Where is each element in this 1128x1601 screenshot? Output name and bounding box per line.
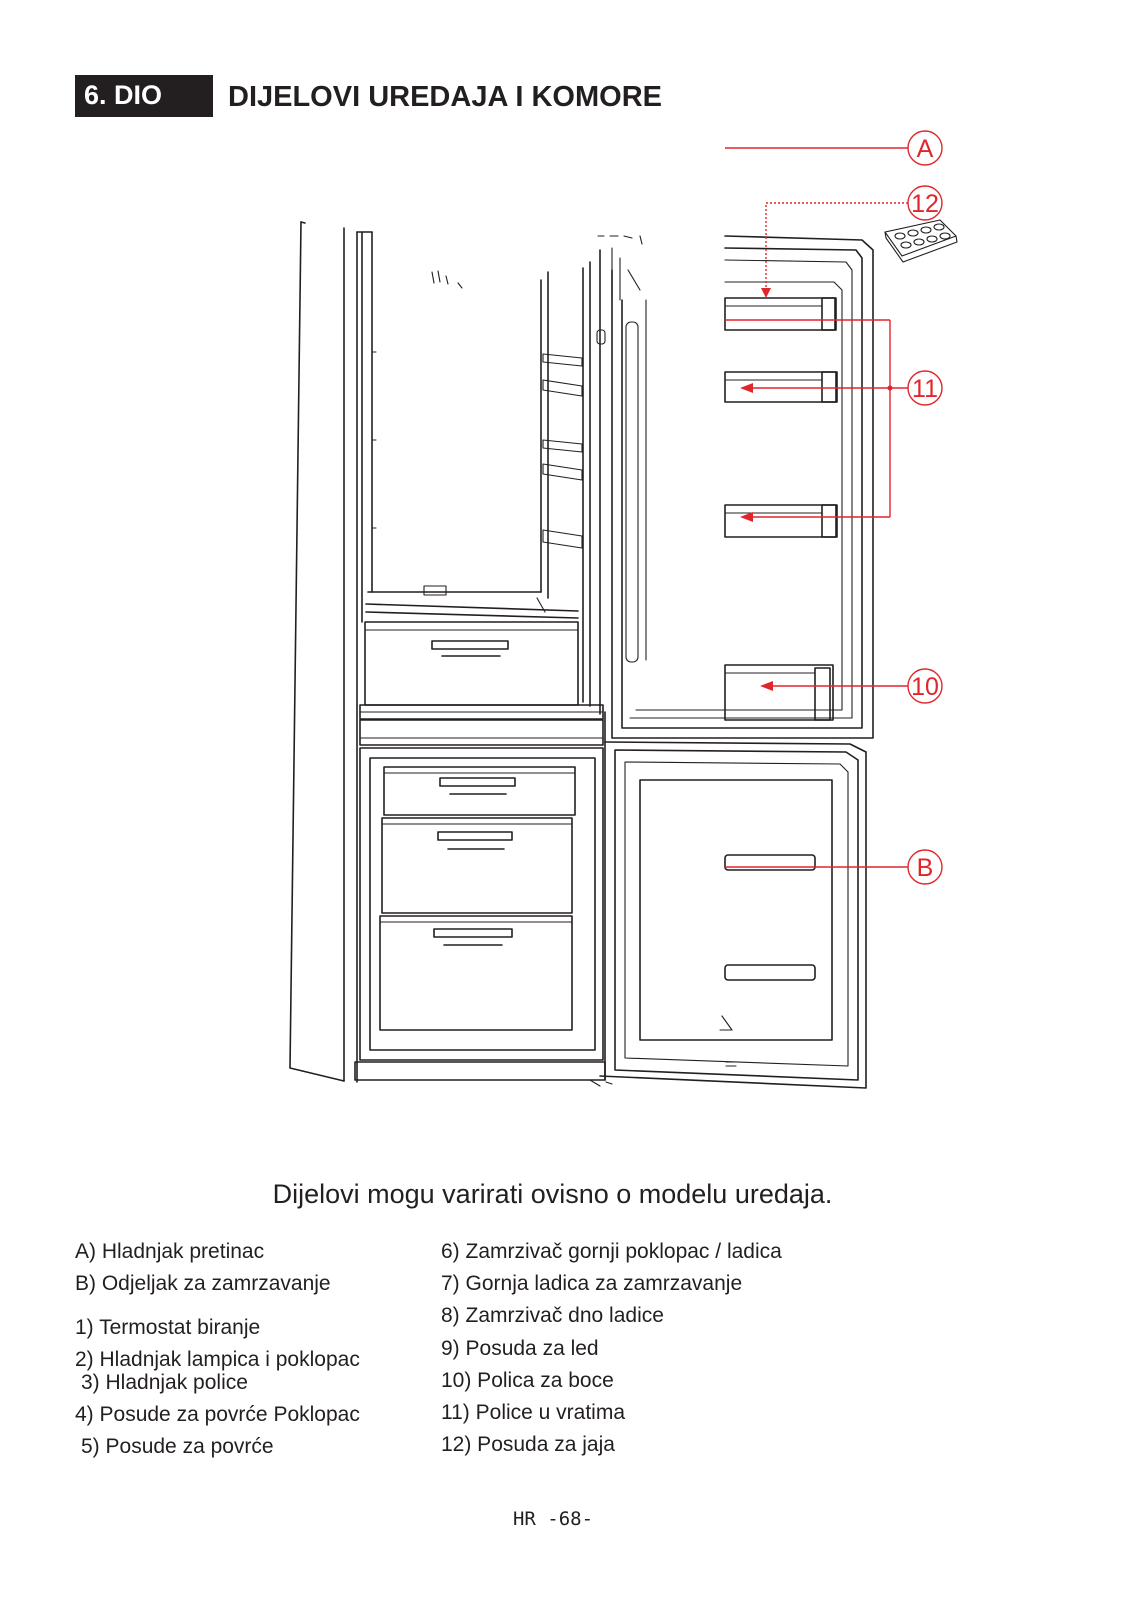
callout-11-leader (725, 320, 908, 517)
legend-item-8: 8) Zamrzivač dno ladice (441, 1304, 664, 1327)
legend-item-11: 11) Police u vratima (441, 1401, 626, 1424)
legend-item-3: 3) Hladnjak police (81, 1371, 248, 1394)
shelf-supports (543, 354, 582, 548)
bottle-shelf (725, 665, 833, 720)
legend-item-7: 7) Gornja ladica za zamrzavanje (441, 1272, 743, 1295)
legend-item-5: 5) Posude za povrće (81, 1435, 274, 1458)
freezer-drawer-top-handle (440, 778, 515, 794)
legend-item-10: 10) Polica za boce (441, 1369, 614, 1392)
freezer-drawer-middle-handle (438, 832, 512, 849)
legend-item-6: 6) Zamrzivač gornji poklopac / ladica (441, 1240, 782, 1263)
freezer-door-shelf-lower (725, 965, 815, 980)
fridge-cabinet (357, 232, 605, 1082)
section-badge (75, 75, 213, 117)
callout-11-junction (888, 386, 893, 391)
callout-10-arrow (760, 681, 773, 691)
egg-tray (885, 220, 957, 262)
section-number: 6. DIO (84, 80, 163, 110)
door-bin-top (725, 298, 836, 330)
fridge-diagram (260, 130, 960, 1110)
callout-11 (725, 320, 942, 522)
door-bin-lower (725, 505, 837, 537)
legend-item-4: 4) Posude za povrće Poklopac (75, 1403, 360, 1426)
callout-12-arrow (761, 288, 771, 298)
callout-12-leader (766, 203, 908, 290)
page-title: DIJELOVI UREDAJA I KOMORE (228, 81, 662, 113)
diagram-caption: Dijelovi mogu varirati ovisno o modelu uredaja. (272, 1179, 833, 1209)
legend-item-b: B) Odjeljak za zamrzavanje (75, 1272, 331, 1295)
legend-item-9: 9) Posuda za led (441, 1337, 599, 1360)
callout-11-label: 11 (912, 375, 938, 403)
callout-12-label: 12 (911, 190, 939, 218)
freezer-door-shelf-upper (725, 855, 815, 870)
fridge-side-panel (290, 222, 344, 1081)
legend-item-1: 1) Termostat biranje (75, 1316, 261, 1339)
fridge-compartment (372, 236, 642, 714)
legend-item-2: 2) Hladnjak lampica i poklopac (75, 1348, 360, 1371)
legend-item-a: A) Hladnjak pretinac (75, 1240, 265, 1263)
freezer-door (600, 742, 866, 1088)
crisper-drawer (365, 622, 578, 705)
callout-a-label: A (916, 135, 934, 163)
callout-b-label: B (916, 854, 934, 882)
glass-shelf (366, 586, 578, 618)
callout-10 (760, 669, 942, 703)
page-number: HR -68- (512, 1508, 594, 1530)
cabinet-base (355, 1062, 612, 1086)
legend-item-12: 12) Posuda za jaja (441, 1433, 615, 1456)
callout-11-arrow-upper (740, 383, 753, 393)
callout-10-label: 10 (911, 673, 939, 701)
freezer-drawer-top (384, 767, 575, 815)
freezer-drawer-bottom (380, 916, 572, 1030)
freezer-drawer-bottom-handle (434, 929, 512, 945)
fridge-door (612, 236, 873, 738)
compartment-divider (360, 705, 603, 745)
door-bin-middle (725, 372, 837, 402)
freezer-drawer-middle (382, 818, 572, 913)
crisper-handle (432, 641, 508, 656)
callout-a (725, 131, 942, 165)
